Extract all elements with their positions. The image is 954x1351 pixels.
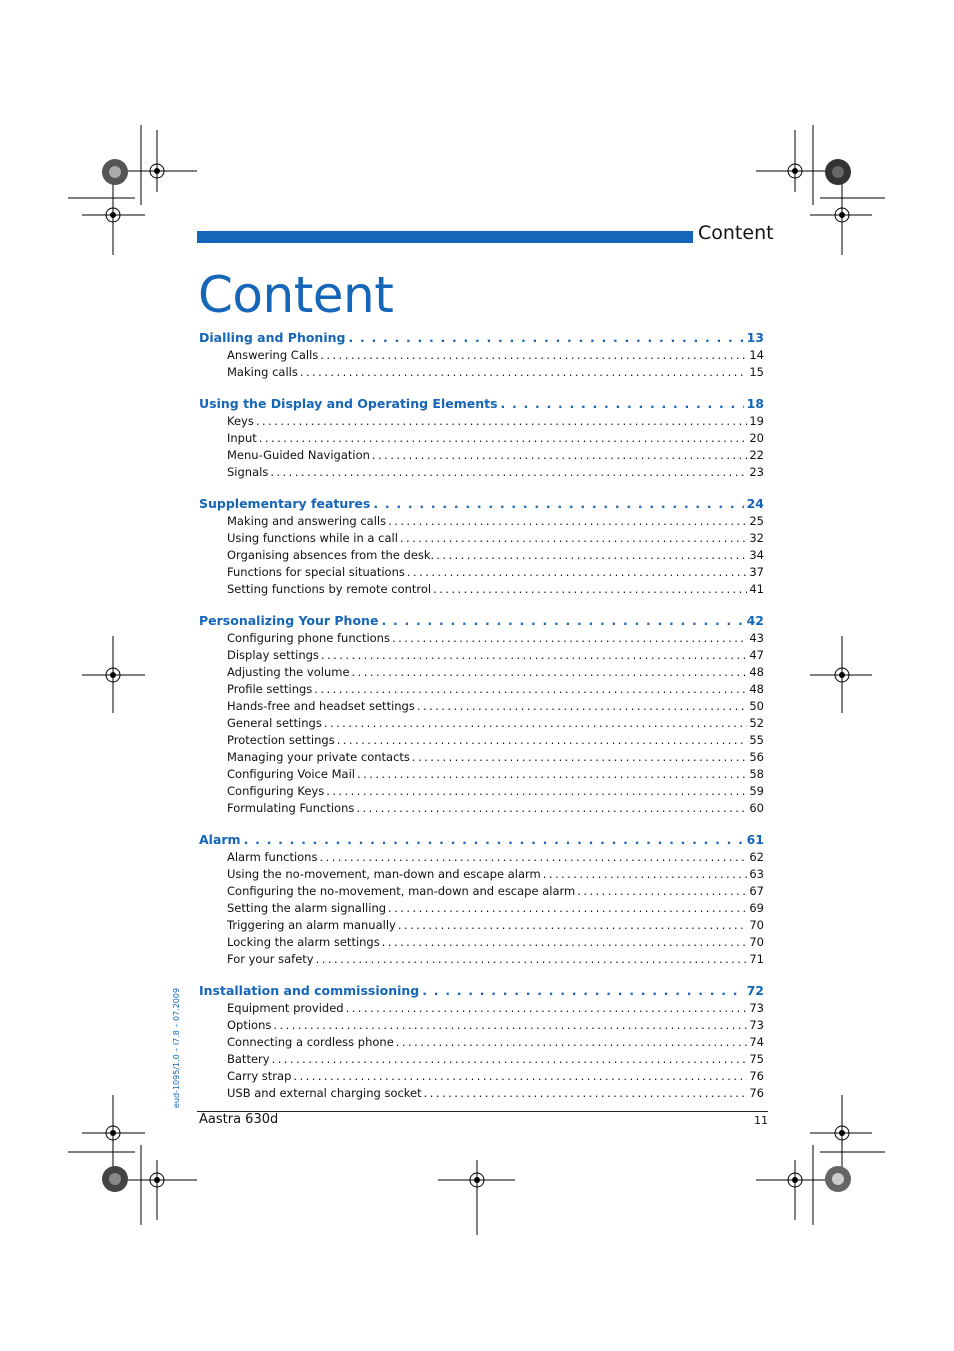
toc-section-page: 37 [749, 565, 764, 579]
toc-chapter-page: 42 [746, 613, 764, 628]
toc-section-title: Configuring phone functions [227, 631, 390, 645]
running-header-title: Content [698, 222, 774, 244]
page-title: Content [198, 266, 394, 324]
toc-section-entry[interactable] [199, 582, 764, 599]
toc-section-title: Keys [227, 414, 254, 428]
toc-leader-dots [388, 901, 747, 915]
toc-section-title: Adjusting the volume [227, 665, 350, 679]
toc-leader-dots [407, 565, 747, 579]
toc-leader-dots [320, 348, 747, 362]
toc-leader-dots [372, 448, 747, 462]
toc-section-title: Hands-free and headset settings [227, 699, 415, 713]
toc-section-title: USB and external charging socket [227, 1086, 422, 1100]
toc-leader-dots [382, 935, 748, 949]
toc-section-title: Equipment provided [227, 1001, 344, 1015]
toc-section-entry[interactable] [199, 631, 764, 648]
toc-leader-dots [352, 665, 748, 679]
toc-leader-dots [424, 1086, 748, 1100]
toc-section-entry[interactable] [199, 1035, 764, 1052]
toc-leader-dots [433, 582, 747, 596]
toc-section-entry[interactable] [199, 1018, 764, 1035]
toc-section-page: 34 [749, 548, 764, 562]
toc-section-page: 71 [749, 952, 764, 966]
toc-chapter-entry[interactable] [199, 832, 764, 850]
toc-section-title: Battery [227, 1052, 270, 1066]
toc-section-title: Organising absences from the desk. [227, 548, 435, 562]
table-of-contents [199, 330, 764, 1103]
toc-section-page: 67 [749, 884, 764, 898]
toc-chapter [199, 330, 764, 382]
toc-section-entry[interactable] [199, 952, 764, 969]
toc-section-entry[interactable] [199, 1069, 764, 1086]
toc-section-page: 14 [749, 348, 764, 362]
toc-section-title: Triggering an alarm manually [227, 918, 396, 932]
toc-section-title: Using functions while in a call [227, 531, 398, 545]
toc-leader-dots [392, 631, 747, 645]
toc-section-entry[interactable] [199, 648, 764, 665]
toc-chapter-entry[interactable] [199, 396, 764, 414]
toc-leader-dots [324, 716, 748, 730]
toc-section-page: 25 [749, 514, 764, 528]
toc-chapter-page: 24 [746, 496, 764, 511]
toc-section-entry[interactable] [199, 850, 764, 867]
toc-section-page: 43 [749, 631, 764, 645]
toc-leader-dots [259, 431, 748, 445]
toc-chapter-title: Installation and commissioning [199, 983, 420, 998]
toc-leader-dots [316, 952, 748, 966]
toc-section-page: 20 [749, 431, 764, 445]
toc-leader-dots [357, 767, 747, 781]
toc-leader-dots [373, 496, 743, 511]
footer-rule [197, 1111, 768, 1112]
toc-section-entry[interactable] [199, 431, 764, 448]
toc-section-title: General settings [227, 716, 322, 730]
toc-section-entry[interactable] [199, 665, 764, 682]
toc-leader-dots [314, 682, 747, 696]
toc-leader-dots [326, 784, 747, 798]
toc-leader-dots [422, 983, 743, 998]
toc-leader-dots [381, 613, 743, 628]
toc-section-title: Using the no-movement, man-down and escape alarm [227, 867, 541, 881]
toc-chapter [199, 496, 764, 599]
toc-section-page: 74 [749, 1035, 764, 1049]
toc-leader-dots [412, 750, 747, 764]
header-accent-bar [197, 231, 693, 243]
toc-leader-dots [501, 396, 744, 411]
toc-section-entry[interactable] [199, 682, 764, 699]
toc-chapter-entry[interactable] [199, 983, 764, 1001]
toc-leader-dots [321, 648, 747, 662]
toc-section-title: Protection settings [227, 733, 335, 747]
toc-section-title: Configuring the no-movement, man-down and escape alarm [227, 884, 576, 898]
toc-leader-dots [270, 465, 747, 479]
toc-section-entry[interactable] [199, 365, 764, 382]
toc-chapter-page: 61 [746, 832, 764, 847]
toc-section-page: 60 [749, 801, 764, 815]
toc-section-title: Signals [227, 465, 269, 479]
toc-section-title: Carry strap [227, 1069, 292, 1083]
toc-section-page: 58 [749, 767, 764, 781]
toc-leader-dots [436, 548, 747, 562]
toc-section-entry[interactable] [199, 733, 764, 750]
toc-section-title: Setting the alarm signalling [227, 901, 387, 915]
toc-section-entry[interactable] [199, 801, 764, 818]
toc-leader-dots [273, 1018, 747, 1032]
toc-chapter [199, 832, 764, 969]
toc-section-title: Display settings [227, 648, 319, 662]
toc-chapter-page: 18 [746, 396, 764, 411]
toc-section-page: 59 [749, 784, 764, 798]
toc-leader-dots [244, 832, 744, 847]
toc-chapter-entry[interactable] [199, 613, 764, 631]
toc-section-page: 23 [749, 465, 764, 479]
toc-section-page: 62 [749, 850, 764, 864]
toc-section-title: Answering Calls [227, 348, 319, 362]
toc-chapter-title: Alarm [199, 832, 241, 847]
toc-section-entry[interactable] [199, 1001, 764, 1018]
toc-section-entry[interactable] [199, 935, 764, 952]
toc-chapter-title: Supplementary features [199, 496, 371, 511]
toc-leader-dots [293, 1069, 747, 1083]
document-code: eud-1095/1.0 – I7.8 – 07.2009 [172, 987, 181, 1108]
toc-chapter-title: Using the Display and Operating Elements [199, 396, 498, 411]
toc-section-entry[interactable] [199, 514, 764, 531]
toc-leader-dots [348, 330, 743, 345]
toc-section-title: Making calls [227, 365, 298, 379]
toc-section-page: 32 [749, 531, 764, 545]
toc-section-page: 19 [749, 414, 764, 428]
toc-section-title: Setting functions by remote control [227, 582, 432, 596]
toc-section-title: Configuring Voice Mail [227, 767, 355, 781]
toc-section-page: 70 [749, 918, 764, 932]
toc-section-title: Menu-Guided Navigation [227, 448, 370, 462]
toc-section-entry[interactable] [199, 1086, 764, 1103]
toc-section-page: 76 [749, 1069, 764, 1083]
toc-section-title: Input [227, 431, 257, 445]
toc-section-title: Making and answering calls [227, 514, 387, 528]
toc-section-entry[interactable] [199, 767, 764, 784]
toc-section-title: Configuring Keys [227, 784, 325, 798]
toc-leader-dots [337, 733, 748, 747]
toc-leader-dots [256, 414, 748, 428]
toc-section-entry[interactable] [199, 414, 764, 431]
toc-leader-dots [400, 531, 747, 545]
toc-section-title: Functions for special situations [227, 565, 405, 579]
toc-section-entry[interactable] [199, 901, 764, 918]
toc-section-entry[interactable] [199, 531, 764, 548]
toc-chapter-page: 13 [746, 330, 764, 345]
toc-section-page: 15 [749, 365, 764, 379]
toc-chapter-page: 72 [746, 983, 764, 998]
toc-section-title: For your safety [227, 952, 314, 966]
toc-section-page: 52 [749, 716, 764, 730]
toc-section-entry[interactable] [199, 1052, 764, 1069]
toc-section-page: 47 [749, 648, 764, 662]
toc-leader-dots [300, 365, 748, 379]
toc-section-entry[interactable] [199, 548, 764, 565]
toc-section-entry[interactable] [199, 348, 764, 365]
toc-section-title: Options [227, 1018, 272, 1032]
toc-section-page: 75 [749, 1052, 764, 1066]
toc-section-page: 48 [749, 665, 764, 679]
toc-section-entry[interactable] [199, 699, 764, 716]
toc-section-page: 70 [749, 935, 764, 949]
toc-section-page: 50 [749, 699, 764, 713]
toc-leader-dots [346, 1001, 748, 1015]
toc-section-entry[interactable] [199, 716, 764, 733]
toc-section-page: 76 [749, 1086, 764, 1100]
toc-leader-dots [356, 801, 747, 815]
toc-chapter-title: Personalizing Your Phone [199, 613, 379, 628]
toc-section-entry[interactable] [199, 465, 764, 482]
toc-section-page: 22 [749, 448, 764, 462]
toc-section-entry[interactable] [199, 884, 764, 901]
toc-section-entry[interactable] [199, 867, 764, 884]
toc-section-title: Alarm functions [227, 850, 318, 864]
toc-leader-dots [396, 1035, 748, 1049]
toc-chapter [199, 396, 764, 482]
toc-chapter [199, 613, 764, 818]
toc-section-title: Formulating Functions [227, 801, 355, 815]
toc-section-page: 41 [749, 582, 764, 596]
toc-leader-dots [272, 1052, 748, 1066]
toc-leader-dots [577, 884, 747, 898]
toc-section-page: 55 [749, 733, 764, 747]
toc-section-entry[interactable] [199, 750, 764, 767]
toc-section-page: 56 [749, 750, 764, 764]
toc-section-page: 69 [749, 901, 764, 915]
toc-chapter-title: Dialling and Phoning [199, 330, 346, 345]
toc-leader-dots [388, 514, 747, 528]
toc-section-entry[interactable] [199, 448, 764, 465]
toc-leader-dots [417, 699, 748, 713]
toc-leader-dots [543, 867, 748, 881]
toc-chapter-entry[interactable] [199, 330, 764, 348]
toc-section-page: 63 [749, 867, 764, 881]
toc-section-title: Locking the alarm settings [227, 935, 380, 949]
toc-leader-dots [319, 850, 747, 864]
toc-chapter-entry[interactable] [199, 496, 764, 514]
toc-leader-dots [398, 918, 748, 932]
toc-section-entry[interactable] [199, 565, 764, 582]
toc-section-page: 73 [749, 1018, 764, 1032]
toc-chapter [199, 983, 764, 1103]
footer-page-number: 11 [754, 1114, 768, 1127]
toc-section-title: Connecting a cordless phone [227, 1035, 394, 1049]
toc-section-entry[interactable] [199, 918, 764, 935]
toc-section-title: Profile settings [227, 682, 313, 696]
toc-section-entry[interactable] [199, 784, 764, 801]
toc-section-page: 48 [749, 682, 764, 696]
toc-section-page: 73 [749, 1001, 764, 1015]
footer-product-name: Aastra 630d [199, 1112, 279, 1127]
toc-section-title: Managing your private contacts [227, 750, 410, 764]
